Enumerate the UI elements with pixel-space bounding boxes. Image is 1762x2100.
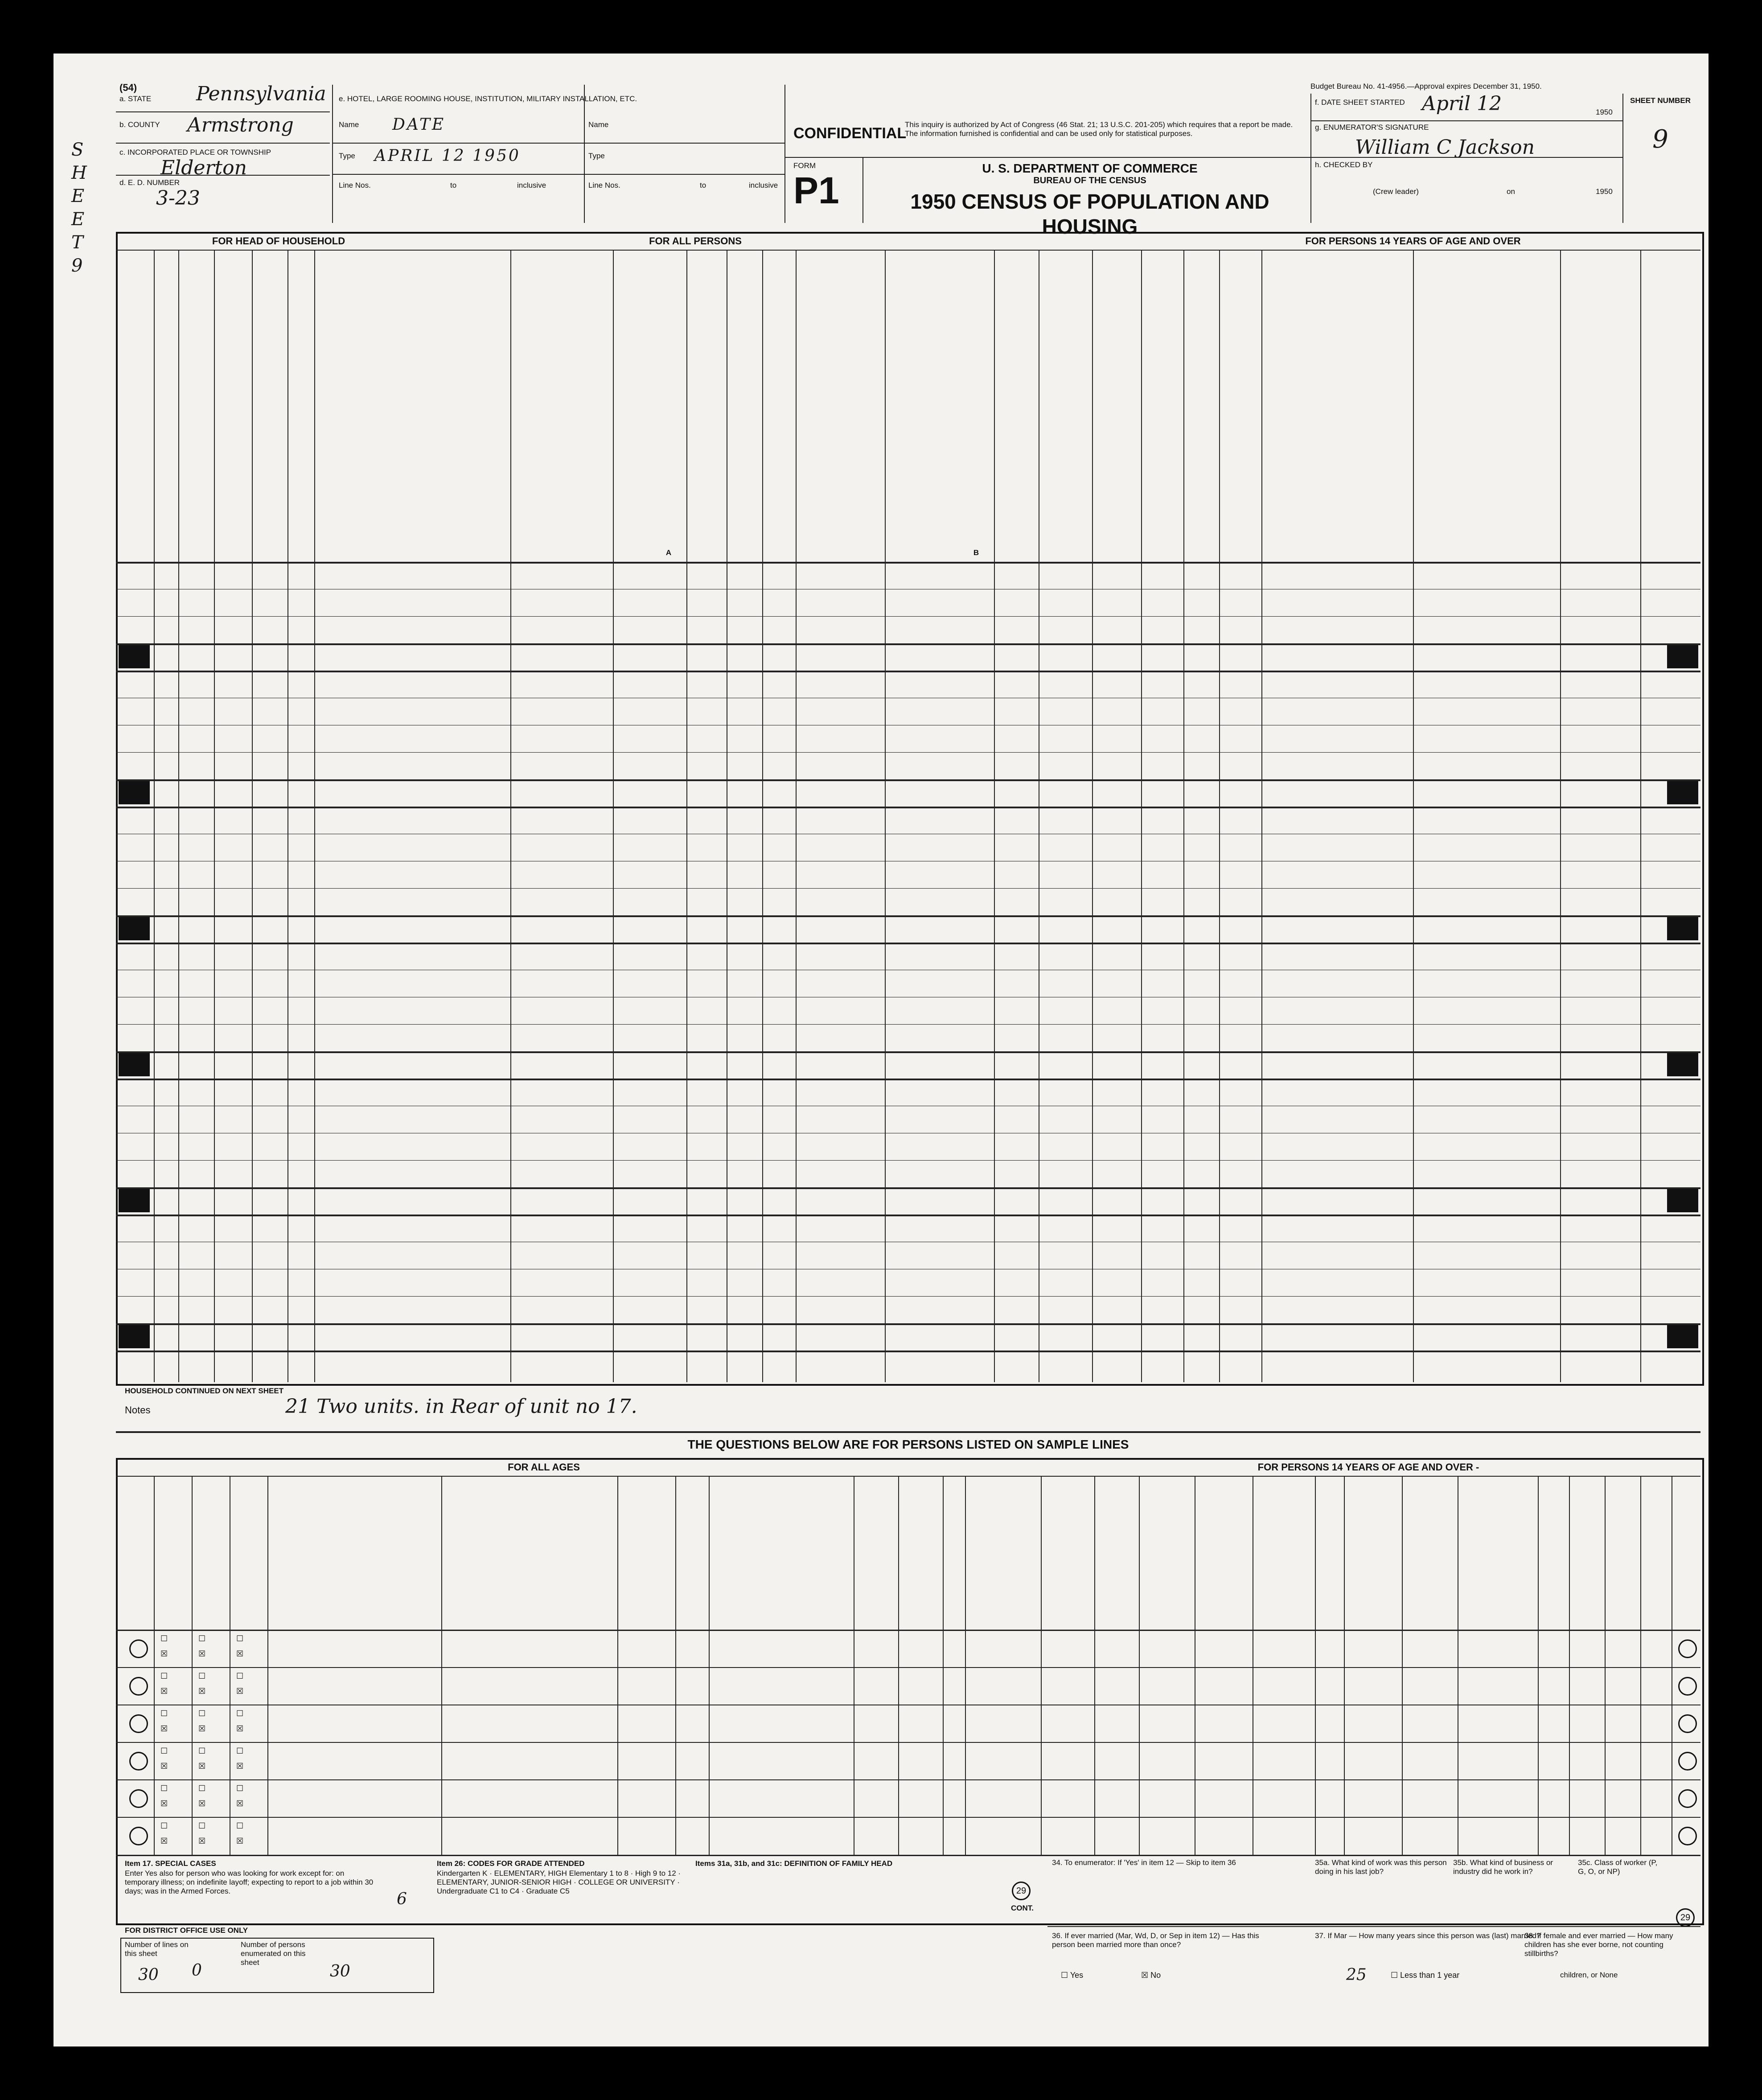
sample-no-checkbox[interactable]: ☒	[198, 1649, 206, 1658]
column-header-label	[1094, 256, 1139, 524]
sample-no-checkbox[interactable]: ☒	[160, 1649, 168, 1658]
sample-no-checkbox[interactable]: ☒	[236, 1799, 244, 1808]
line-nos-label-2: Line Nos.	[588, 181, 620, 189]
row-divider	[116, 915, 1700, 917]
row-29-circle-icon: 29	[1676, 1908, 1695, 1927]
sheet-started-value: April 12	[1422, 92, 1502, 115]
q35c-text: 35c. Class of worker (P, G, O, or NP)	[1578, 1858, 1658, 1876]
checked-year: 1950	[1596, 187, 1613, 196]
q37-years-value: 25	[1346, 1966, 1367, 1984]
column-header-label	[1143, 256, 1182, 524]
column-header-label	[688, 256, 725, 524]
hotel-label: e. HOTEL, LARGE ROOMING HOUSE, INSTITUTION, MILITARY INSTALLATION, ETC.	[339, 95, 637, 103]
ask-below-badge	[1667, 781, 1698, 804]
sample-column-divider	[709, 1476, 710, 1855]
sample-no-checkbox[interactable]: ☒	[236, 1724, 244, 1733]
sample-column-divider	[1569, 1476, 1570, 1855]
row-divider	[116, 943, 1700, 944]
q34-text: 34. To enumerator: If 'Yes' in item 12 — Skip to item 36	[1052, 1858, 1236, 1867]
sample-column-divider	[154, 1476, 155, 1855]
sample-column-divider	[1402, 1476, 1403, 1855]
ask-below-badge	[1667, 645, 1698, 668]
q38-text: 38. If female and ever married — How many children has she ever borne, not counting stillbirths?	[1524, 1931, 1673, 1958]
ask-below-badge	[1667, 1189, 1698, 1212]
sample-no-checkbox[interactable]: ☒	[198, 1687, 206, 1696]
sample-row-divider	[116, 1779, 1700, 1780]
for-all-ages-heading: FOR ALL AGES	[508, 1462, 580, 1473]
column-header-label	[1415, 256, 1558, 524]
sample-no-checkbox[interactable]: ☒	[160, 1762, 168, 1771]
enumerator-label: g. ENUMERATOR'S SIGNATURE	[1315, 123, 1429, 132]
sample-line-circle-icon	[129, 1752, 148, 1771]
row-divider	[116, 671, 1700, 672]
persons-14-heading: FOR PERSONS 14 YEARS OF AGE AND OVER	[1305, 235, 1521, 247]
sample-column-divider	[898, 1476, 899, 1855]
all-persons-heading: FOR ALL PERSONS	[649, 235, 742, 247]
sample-yes-checkbox[interactable]: ☐	[160, 1709, 168, 1718]
sample-yes-checkbox[interactable]: ☐	[198, 1634, 206, 1643]
ed-value: 3-23	[156, 187, 200, 210]
sample-no-checkbox[interactable]: ☒	[198, 1799, 206, 1808]
ask-below-badge	[1667, 1053, 1698, 1076]
column-divider	[178, 250, 179, 1382]
sample-line-circle-icon	[129, 1714, 148, 1733]
row-divider	[116, 752, 1700, 753]
sample-column-divider	[675, 1476, 676, 1855]
sample-no-checkbox[interactable]: ☒	[160, 1724, 168, 1733]
sample-line-circle-icon-right	[1678, 1827, 1697, 1845]
column-header-label	[156, 256, 177, 524]
enumerator-signature: William C Jackson	[1355, 136, 1535, 159]
row-divider	[116, 1323, 1700, 1325]
sample-line-badge	[119, 645, 150, 668]
census-date-value: APRIL 12 1950	[374, 147, 521, 165]
sample-column-divider	[1139, 1476, 1140, 1855]
line-nos-to: to	[450, 181, 457, 189]
district-office-heading: FOR DISTRICT OFFICE USE ONLY	[125, 1926, 248, 1935]
q36-yes-checkbox[interactable]: ☐ Yes	[1061, 1971, 1084, 1980]
row-divider	[116, 807, 1700, 808]
column-header-label	[349, 256, 509, 524]
hotel-name-label: Name	[339, 120, 359, 129]
column-header-label	[797, 256, 883, 524]
sample-yes-checkbox[interactable]: ☐	[198, 1821, 206, 1830]
q36-no-checkbox[interactable]: ☒ No	[1141, 1971, 1161, 1980]
row-divider	[116, 1351, 1700, 1352]
column-header-label	[1040, 256, 1090, 524]
sample-no-checkbox[interactable]: ☒	[198, 1762, 206, 1771]
district-field-d: 0	[192, 1961, 202, 1980]
leave-blank-column-letter: A	[665, 548, 672, 557]
hotel-type-label: Type	[339, 152, 355, 160]
column-header-label	[180, 256, 212, 524]
sample-column-divider	[1041, 1476, 1042, 1855]
sample-column-divider	[1605, 1476, 1606, 1855]
form-label: FORM	[793, 161, 816, 170]
head-of-household-heading: FOR HEAD OF HOUSEHOLD	[212, 235, 345, 247]
column-divider	[613, 250, 614, 1382]
sample-column-divider	[267, 1476, 268, 1855]
q37-less-label: Less than 1 year	[1400, 1971, 1460, 1980]
column-header-label	[254, 256, 286, 524]
hotel-name-value: DATE	[392, 115, 446, 134]
sample-column-divider	[192, 1476, 193, 1855]
persons-on-sheet-label: Number of persons enumerated on this sheet	[241, 1940, 306, 1967]
column-header-label	[316, 256, 346, 524]
place-value: Elderton	[160, 156, 247, 179]
column-header-label	[764, 256, 794, 524]
column-header-label	[1185, 256, 1217, 524]
sample-no-checkbox[interactable]: ☒	[198, 1724, 206, 1733]
county-label: b. COUNTY	[119, 120, 160, 129]
row-divider	[116, 1079, 1700, 1080]
line-nos-to-2: to	[700, 181, 706, 189]
q36-text: 36. If ever married (Mar, Wd, D, or Sep in item 12) — Has this person been married more than once?	[1052, 1931, 1259, 1949]
sample-yes-checkbox[interactable]: ☐	[160, 1784, 168, 1793]
sample-line-circle-icon-right	[1678, 1677, 1697, 1696]
column-divider	[1560, 250, 1561, 1382]
state-label: a. STATE	[119, 95, 152, 103]
form-number: P1	[793, 169, 839, 211]
sample-row-divider	[116, 1817, 1700, 1818]
column-header-label	[1221, 256, 1260, 524]
dept-title: U. S. DEPARTMENT OF COMMERCE	[982, 161, 1198, 175]
sample-no-checkbox[interactable]: ☒	[236, 1762, 244, 1771]
grade-codes-list: Kindergarten K · ELEMENTARY, HIGH Elementary 1 to 8 · High 9 to 12 · ELEMENTARY, JUNIOR-SENIOR HIGH · COLLEGE OR UNIVERSITY · Undergraduate C1 to C4 · Graduate C5	[437, 1869, 681, 1895]
sample-yes-checkbox[interactable]: ☐	[236, 1709, 244, 1718]
column-divider	[252, 250, 253, 1382]
census-title: 1950 CENSUS OF POPULATION AND HOUSING	[910, 190, 1269, 238]
column-divider	[1183, 250, 1184, 1382]
state-value: Pennsylvania	[196, 82, 326, 105]
sample-line-badge	[119, 1189, 150, 1212]
sample-line-circle-icon	[129, 1677, 148, 1696]
column-header-label	[615, 256, 685, 524]
q37-less-than-year[interactable]: ☐ Less than 1 year	[1391, 1971, 1460, 1980]
sample-no-checkbox[interactable]: ☒	[160, 1687, 168, 1696]
ask-below-badge	[1667, 1325, 1698, 1348]
persons-14-over-heading: FOR PERSONS 14 YEARS OF AGE AND OVER -	[1257, 1462, 1479, 1473]
sample-column-divider	[441, 1476, 442, 1855]
column-divider	[510, 250, 511, 1382]
sample-no-checkbox[interactable]: ☒	[160, 1799, 168, 1808]
row-divider	[116, 888, 1700, 889]
margin-sheet-letters: SHEET 9	[71, 140, 87, 276]
row-divider	[116, 1296, 1700, 1297]
sample-yes-checkbox[interactable]: ☐	[236, 1634, 244, 1643]
sample-yes-checkbox[interactable]: ☐	[198, 1784, 206, 1793]
column-divider	[1261, 250, 1262, 1382]
sample-yes-checkbox[interactable]: ☐	[160, 1821, 168, 1830]
notes-value: 21 Two units. in Rear of unit no 17.	[285, 1395, 637, 1418]
column-divider	[1413, 250, 1414, 1382]
row-divider	[116, 1024, 1700, 1025]
column-divider	[994, 250, 995, 1382]
column-divider	[1141, 250, 1142, 1382]
hotel-type-label-2: Type	[588, 152, 605, 160]
sample-column-divider	[617, 1476, 618, 1855]
column-divider	[686, 250, 687, 1382]
sample-line-badge	[119, 1053, 150, 1076]
sample-line-badge	[119, 917, 150, 940]
q36-no-label: No	[1150, 1971, 1161, 1980]
sample-questions-heading: THE QUESTIONS BELOW ARE FOR PERSONS LISTED ON SAMPLE LINES	[687, 1437, 1129, 1451]
sample-column-divider	[1640, 1476, 1641, 1855]
sample-yes-checkbox[interactable]: ☐	[160, 1746, 168, 1755]
q36-yes-label: Yes	[1070, 1971, 1084, 1980]
row-divider	[116, 616, 1700, 617]
line-nos-label: Line Nos.	[339, 181, 371, 189]
line-nos-inclusive-2: inclusive	[749, 181, 778, 189]
sample-line-circle-icon	[129, 1827, 148, 1845]
row-divider	[116, 779, 1700, 781]
notes-label: Notes	[125, 1404, 151, 1416]
sample-row-divider	[116, 1667, 1700, 1668]
form-code: (54)	[119, 82, 137, 93]
sample-no-checkbox[interactable]: ☒	[236, 1836, 244, 1845]
ed-label: d. E. D. NUMBER	[119, 178, 180, 187]
budget-note: Budget Bureau No. 41-4956.—Approval expires December 31, 1950.	[1310, 82, 1542, 91]
sample-column-divider	[1344, 1476, 1345, 1855]
column-header-label	[289, 256, 312, 524]
sample-line-badge	[119, 781, 150, 804]
column-header-label	[887, 256, 992, 524]
sample-column-divider	[1315, 1476, 1316, 1855]
sample-column-divider	[1538, 1476, 1539, 1855]
line-nos-inclusive: inclusive	[517, 181, 546, 189]
sample-line-badge	[119, 1325, 150, 1348]
column-divider	[1640, 250, 1641, 1382]
q35a-text: 35a. What kind of work was this person doing in his last job?	[1315, 1858, 1447, 1876]
column-divider	[796, 250, 797, 1382]
item-17-text: Enter Yes also for person who was looking for work except for: on temporary illness; on indefinite layoff; expecting to report to a job within 30 days; was in the Armed Forces.	[125, 1869, 374, 1895]
sample-yes-checkbox[interactable]: ☐	[236, 1672, 244, 1680]
sample-yes-checkbox[interactable]: ☐	[236, 1746, 244, 1755]
sample-yes-checkbox[interactable]: ☐	[198, 1672, 206, 1680]
hotel-name-label-2: Name	[588, 120, 609, 129]
sample-yes-checkbox[interactable]: ☐	[236, 1784, 244, 1793]
column-divider	[762, 250, 763, 1382]
confidential-label: CONFIDENTIAL	[793, 125, 907, 142]
household-continued: HOUSEHOLD CONTINUED ON NEXT SHEET	[125, 1387, 284, 1395]
place-label: c. INCORPORATED PLACE OR TOWNSHIP	[119, 148, 271, 156]
q37-text: 37. If Mar — How many years since this person was (last) married?	[1315, 1931, 1541, 1940]
checked-by-label: h. CHECKED BY	[1315, 161, 1373, 169]
leave-blank-column-letter: B	[973, 548, 979, 557]
column-header-label	[1562, 256, 1639, 524]
family-head-heading: Items 31a, 31b, and 31c: DEFINITION OF FAMILY HEAD	[695, 1859, 893, 1868]
column-divider	[1219, 250, 1220, 1382]
row-divider	[116, 1187, 1700, 1189]
sample-yes-checkbox[interactable]: ☐	[198, 1709, 206, 1718]
sample-line-circle-icon-right	[1678, 1752, 1697, 1771]
crew-leader-label: (Crew leader)	[1373, 187, 1419, 196]
lines-on-sheet-value: 30	[138, 1966, 159, 1984]
column-divider	[214, 250, 215, 1382]
county-value: Armstrong	[187, 114, 294, 136]
sample-line-circle-icon-right	[1678, 1789, 1697, 1808]
row-divider	[116, 643, 1700, 645]
sample-column-divider	[943, 1476, 944, 1855]
sample-line-circle-icon-right	[1678, 1639, 1697, 1658]
sample-no-checkbox[interactable]: ☒	[236, 1687, 244, 1696]
sample-line-circle-icon-right	[1678, 1714, 1697, 1733]
column-header-label	[512, 256, 611, 524]
sample-column-divider	[1094, 1476, 1095, 1855]
q35b-text: 35b. What kind of business or industry did he work in?	[1453, 1858, 1553, 1876]
q38-children: children, or None	[1560, 1971, 1618, 1979]
sheet-number-value: 9	[1652, 125, 1668, 154]
column-divider	[154, 250, 155, 1382]
column-divider	[1092, 250, 1093, 1382]
sample-yes-checkbox[interactable]: ☐	[160, 1634, 168, 1643]
confidential-text: This inquiry is authorized by Act of Congress (46 Stat. 21; 13 U.S.C. 201-205) which requires that a report be made. The information furnished is confidential and can be used only for statistical purposes.	[905, 120, 1293, 138]
row-divider	[116, 1160, 1700, 1161]
column-divider	[314, 250, 315, 1382]
sheet-number-label: SHEET NUMBER	[1630, 96, 1691, 105]
row-divider	[116, 1215, 1700, 1216]
row-divider	[116, 1051, 1700, 1053]
grade-codes-heading: Item 26: CODES FOR GRADE ATTENDED	[437, 1859, 585, 1868]
sample-yes-checkbox[interactable]: ☐	[160, 1672, 168, 1680]
cont-circle-icon: 29	[1012, 1882, 1031, 1900]
sample-no-checkbox[interactable]: ☒	[236, 1649, 244, 1658]
persons-on-sheet-value: 30	[330, 1962, 350, 1981]
sample-row-divider	[116, 1742, 1700, 1743]
item-17-heading: Item 17. SPECIAL CASES	[125, 1859, 216, 1868]
cont-label: CONT.	[1011, 1904, 1034, 1912]
sample-line-circle-icon	[129, 1789, 148, 1808]
sample-yes-checkbox[interactable]: ☐	[236, 1821, 244, 1830]
sample-line-circle-icon	[129, 1639, 148, 1658]
sample-no-checkbox[interactable]: ☒	[160, 1836, 168, 1845]
sheet-year: 1950	[1596, 108, 1613, 116]
lines-on-sheet-label: Number of lines on this sheet	[125, 1940, 189, 1958]
sample-column-divider	[965, 1476, 966, 1855]
ask-below-badge	[1667, 917, 1698, 940]
sample-yes-checkbox[interactable]: ☐	[198, 1746, 206, 1755]
bureau-title: BUREAU OF THE CENSUS	[1033, 176, 1146, 185]
column-header-label	[728, 256, 760, 524]
checked-on-label: on	[1507, 187, 1515, 196]
sheet-started-label: f. DATE SHEET STARTED	[1315, 98, 1405, 107]
note-six: 6	[397, 1890, 407, 1908]
census-sheet	[53, 54, 1709, 2046]
column-divider	[885, 250, 886, 1382]
sample-no-checkbox[interactable]: ☒	[198, 1836, 206, 1845]
column-header-label	[1263, 256, 1411, 524]
column-header-label	[216, 256, 250, 524]
